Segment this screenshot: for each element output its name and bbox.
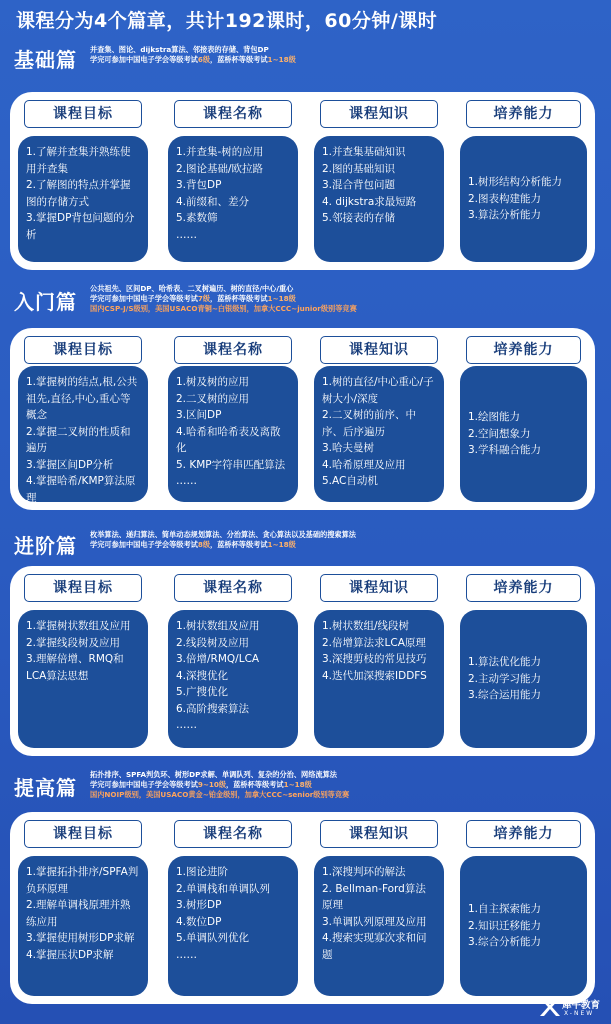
- card-body: [168, 856, 298, 996]
- card-item: 5.邻接表的存储: [322, 212, 396, 224]
- course-card: [10, 566, 156, 756]
- description-text: 公共祖先、区间DP、哈希表、二叉树遍历、树的直径/中心/重心: [90, 284, 294, 293]
- card-item: 2.掌握二叉树的性质和遍历: [26, 425, 131, 454]
- description-text: 枚举算法、递归算法、简单动态规划算法、分治算法、贪心算法以及基础的搜索算法: [90, 530, 356, 539]
- course-card: [160, 328, 306, 510]
- course-card: [160, 566, 306, 756]
- highlight-text: 1~18级: [267, 54, 296, 64]
- description-text: ，蓝桥杯等级考试: [210, 54, 268, 64]
- card-item: 2.知识迁移能力: [468, 919, 542, 932]
- section-name: 入门篇: [14, 290, 77, 314]
- description-line: [90, 45, 296, 55]
- card-item: 3.倍增/RMQ/LCA: [176, 653, 260, 665]
- course-card: [160, 812, 306, 1004]
- description-text: 并查集、图论、dijkstra算法、邻接表的存储、背包DP: [90, 45, 269, 54]
- card-item: 6.高阶搜索算法: [176, 702, 250, 715]
- highlight-text: 1~18级: [283, 779, 312, 789]
- highlight-text: 1~18级: [267, 293, 296, 303]
- card-item: 5.广搜优化: [176, 686, 229, 698]
- card-title: 课程名称: [174, 100, 292, 128]
- card-item: 1.算法优化能力: [468, 656, 542, 668]
- card-item: 1.绘图能力: [468, 411, 521, 423]
- description-text: ，蓝桥杯等级考试: [210, 293, 268, 303]
- highlight-text: 6级: [197, 54, 211, 64]
- card-item: 3.区间DP: [176, 409, 222, 421]
- section-name: 基础篇: [14, 48, 77, 72]
- card-item: 2.图表构建能力: [468, 192, 542, 205]
- card-body: [314, 856, 444, 996]
- card-title: 课程知识: [320, 336, 438, 364]
- brand-name: 犀牛教育: [562, 1000, 601, 1011]
- card-title: 课程名称: [174, 336, 292, 364]
- highlight-text: 7级: [197, 293, 211, 303]
- course-panel: [10, 92, 595, 270]
- card-item: ……: [176, 719, 197, 731]
- course-card: [160, 92, 306, 270]
- card-body: [460, 136, 587, 262]
- description-line: [90, 540, 356, 550]
- course-panel: [10, 566, 595, 756]
- description-line: [90, 780, 349, 790]
- card-title: 课程名称: [174, 574, 292, 602]
- card-item: 4.深搜优化: [176, 669, 229, 682]
- section-name: 提高篇: [14, 776, 77, 800]
- card-item: 4. dijkstra求最短路: [322, 195, 417, 208]
- description-text: 学完可参加中国电子学会等级考试: [90, 539, 198, 549]
- card-item: 2.二叉树的应用: [176, 392, 250, 405]
- course-panel: [10, 328, 595, 510]
- card-body: [18, 136, 148, 262]
- card-item: 2.主动学习能力: [468, 672, 542, 685]
- course-card: [452, 812, 595, 1004]
- highlight-text: 9~10级: [197, 779, 227, 789]
- card-body: [18, 856, 148, 996]
- card-item: 1.掌握树的结点,根,公共祖先,直径,中心,重心等概念: [26, 376, 138, 421]
- card-item: 4.掌握哈希/KMP算法原理: [26, 475, 136, 504]
- card-body: [460, 610, 587, 748]
- competition-line: 国内NOIP级别，美国USACO黄金~铂金级别，加拿大CCC~senior级别等竞赛: [90, 789, 350, 799]
- section-description: [90, 530, 356, 550]
- section-name: 进阶篇: [14, 534, 77, 558]
- card-body: [168, 366, 298, 502]
- card-item: 4.掌握压状DP求解: [26, 948, 114, 961]
- section-description: [90, 284, 357, 313]
- course-card: [10, 812, 156, 1004]
- description-line: [90, 284, 357, 294]
- card-title: 培养能力: [466, 574, 581, 602]
- course-panel: [10, 812, 595, 1004]
- card-item: 1.树及树的应用: [176, 376, 250, 388]
- card-item: 3.单调队列原理及应用: [322, 915, 427, 928]
- page-title: 课程分为4个篇章，共计192课时，60分钟/课时: [16, 10, 438, 32]
- card-title: 课程知识: [320, 820, 438, 848]
- card-item: 4.搜索实现寡次求和问题: [322, 932, 427, 961]
- card-item: 1.深搜判环的解法: [322, 866, 406, 878]
- course-card: [306, 812, 452, 1004]
- description-text: 学完可参加中国电子学会等级考试: [90, 54, 198, 64]
- card-item: ……: [176, 228, 197, 241]
- card-item: 1.并查集-树的应用: [176, 146, 264, 158]
- card-title: 课程知识: [320, 100, 438, 128]
- description-line: [90, 530, 356, 540]
- card-item: 3.综合分析能力: [468, 936, 542, 948]
- card-title: 课程目标: [24, 100, 142, 128]
- card-item: 5.AC自动机: [322, 475, 378, 487]
- card-item: 3.哈夫曼树: [322, 442, 375, 454]
- course-card: [452, 328, 595, 510]
- card-item: 1.掌握树状数组及应用: [26, 620, 131, 632]
- card-item: 2.空间想象力: [468, 427, 531, 440]
- card-item: 1.自主探索能力: [468, 903, 542, 915]
- section-description: [90, 770, 349, 799]
- card-item: 3.深搜剪枝的常见技巧: [322, 653, 427, 665]
- card-item: 2.理解单调栈原理并熟练应用: [26, 899, 131, 928]
- card-body: [314, 136, 444, 262]
- card-item: 2.二叉树的前序、中序、后序遍历: [322, 409, 417, 438]
- card-item: 5.素数筛: [176, 212, 218, 224]
- card-body: [314, 366, 444, 502]
- card-item: 2.了解图的特点并掌握图的存储方式: [26, 179, 131, 208]
- card-body: [460, 856, 587, 996]
- card-item: 2.图的基础知识: [322, 162, 396, 175]
- competition-line: 国内CSP-J/S级别，美国USACO青铜~白银级别，加拿大CCC~junior级别等竞赛: [90, 303, 357, 313]
- card-title: 课程目标: [24, 336, 142, 364]
- description-line: [90, 294, 357, 304]
- card-item: 1.树状数组/线段树: [322, 620, 410, 632]
- description-line: [90, 55, 296, 65]
- card-title: 课程目标: [24, 820, 142, 848]
- card-item: 2. Bellman-Ford算法原理: [322, 882, 426, 911]
- card-item: 3.混合背包问题: [322, 179, 396, 191]
- card-item: 2.线段树及应用: [176, 636, 250, 649]
- card-item: 3.树形DP: [176, 899, 222, 911]
- card-body: [18, 366, 148, 502]
- course-card: [452, 566, 595, 756]
- card-title: 课程名称: [174, 820, 292, 848]
- card-item: 1.树状数组及应用: [176, 620, 260, 632]
- card-item: 1.了解并查集并熟练使用并查集: [26, 146, 131, 175]
- card-title: 培养能力: [466, 336, 581, 364]
- card-body: [168, 610, 298, 748]
- course-card: [306, 92, 452, 270]
- highlight-text: 1~18级: [267, 539, 296, 549]
- card-title: 课程知识: [320, 574, 438, 602]
- card-item: 4.前缀和、差分: [176, 195, 250, 208]
- card-title: 培养能力: [466, 820, 581, 848]
- description-text: 学完可参加中国电子学会等级考试: [90, 779, 198, 789]
- course-card: [10, 328, 156, 510]
- card-item: 3.掌握DP背包问题的分析: [26, 212, 135, 241]
- card-item: 3.算法分析能力: [468, 209, 542, 221]
- card-item: 1.并查集基础知识: [322, 146, 406, 158]
- card-item: 5. KMP字符串匹配算法: [176, 458, 286, 471]
- card-item: ……: [176, 475, 197, 487]
- card-item: 1.树形结构分析能力: [468, 176, 563, 188]
- course-card: [306, 328, 452, 510]
- card-title: 课程目标: [24, 574, 142, 602]
- rhino-logo-icon: [538, 994, 560, 1020]
- description-text: ，蓝桥杯等级考试: [226, 779, 284, 789]
- card-item: 3.理解倍增、RMQ和LCA算法思想: [26, 653, 124, 682]
- card-item: 2.单调栈和单调队列: [176, 882, 271, 895]
- description-line: [90, 770, 349, 780]
- card-item: 1.树的直径/中心重心/子树大小/深度: [322, 376, 434, 405]
- card-item: 3.掌握区间DP分析: [26, 458, 114, 471]
- section-description: [90, 45, 296, 65]
- description-text: ，蓝桥杯等级考试: [210, 539, 268, 549]
- card-item: 1.掌握拓扑排序/SPFA判负环原理: [26, 866, 139, 895]
- card-body: [460, 366, 587, 502]
- card-item: 4.数位DP: [176, 915, 222, 928]
- card-item: 4.哈希和哈希表及离散化: [176, 425, 281, 454]
- card-title: 培养能力: [466, 100, 581, 128]
- description-text: 学完可参加中国电子学会等级考试: [90, 293, 198, 303]
- description-text: 拓扑排序、SPFA判负环、树形DP求解、单调队列、复杂的分治、网络流算法: [90, 770, 337, 779]
- card-item: 3.背包DP: [176, 179, 222, 191]
- card-item: 3.掌握使用树形DP求解: [26, 932, 135, 944]
- card-item: 4.迭代加深搜索IDDFS: [322, 669, 427, 682]
- course-card: [452, 92, 595, 270]
- course-card: [306, 566, 452, 756]
- card-item: 1.图论进阶: [176, 866, 229, 878]
- card-item: 2.图论基础/欧拉路: [176, 162, 264, 175]
- brand-logo: [538, 994, 608, 1024]
- card-item: 3.学科融合能力: [468, 444, 542, 456]
- card-item: 4.哈希原理及应用: [322, 458, 406, 471]
- brand-subtitle: X-NEW: [564, 1010, 595, 1017]
- card-body: [168, 136, 298, 262]
- card-item: 2.倍增算法求LCA原理: [322, 636, 426, 649]
- course-card: [10, 92, 156, 270]
- card-item: 5.单调队列优化: [176, 932, 250, 944]
- card-item: 3.综合运用能力: [468, 689, 542, 701]
- card-item: ……: [176, 948, 197, 961]
- highlight-text: 8级: [197, 539, 211, 549]
- card-item: 2.掌握线段树及应用: [26, 636, 121, 649]
- card-body: [18, 610, 148, 748]
- card-body: [314, 610, 444, 748]
